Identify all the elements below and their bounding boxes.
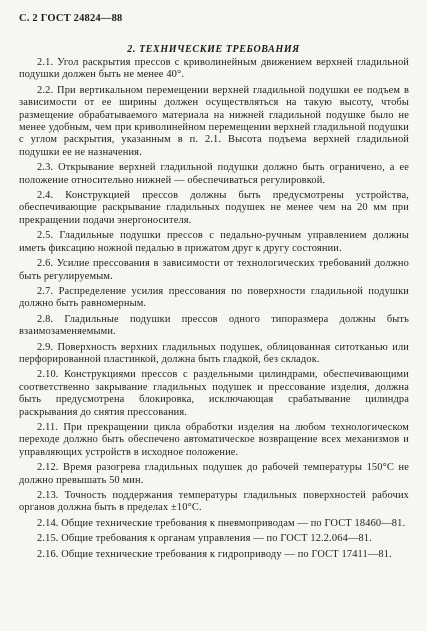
clause-2-12: 2.12. Время разогрева гладильных подушек до рабочей температуры 150°С не должно превышать 50 мин. xyxy=(19,462,409,486)
clause-2-7: 2.7. Распределение усилия прессования по поверхности гладильной подушки должно быть равномерным. xyxy=(19,285,409,310)
document-body xyxy=(19,57,409,564)
clause-2-16: 2.16. Общие технические требования к гидроприводу — по ГОСТ 17411—81. xyxy=(37,548,392,560)
clause-2-10: 2.10. Конструкциями прессов с раздельными цилиндрами, обеспечивающими соответственно закрывание гладильных подушек и прессование изделия, должна быть предусмотрена блокировка, исключающая срабатывание цилиндра раскрывания до снятия прессования. xyxy=(19,369,409,418)
clause-2-15: 2.15. Общие требования к органам управления — по ГОСТ 12.2.064—81. xyxy=(37,533,372,545)
page-header: С. 2 ГОСТ 24824—88 xyxy=(19,13,123,24)
clause-2-14: 2.14. Общие технические требования к пневмоприводам — по ГОСТ 18460—81. xyxy=(37,517,406,529)
clause-2-1: 2.1. Угол раскрытия прессов с криволинейным движением верхней гладильной подушки должен быть не менее 40°. xyxy=(19,57,409,81)
clause-2-2: 2.2. При вертикальном перемещении верхней гладильной подушки ее подъем в зависимости от ее ширины должен осуществляться на такую высоту, чтобы размещение обрабатываемого материала на нижней гладильной подушке было не менее удобным, чем при криволинейном перемещении верхней гладильной подушки с углом раскрытия, указанным в п. 2.1. Высота подъема верхней гладильной подушки ее не назначения. xyxy=(19,84,409,158)
clause-2-3: 2.3. Открывание верхней гладильной подушки должно быть ограничено, а ее положение относительно нижней — обеспечиваться регулировкой. xyxy=(19,162,409,186)
clause-2-5: 2.5. Гладильные подушки прессов с педально-ручным управлением должны иметь фиксацию ножной педалью в прижатом друг к другу состоянии. xyxy=(19,230,409,254)
clause-2-6: 2.6. Усилие прессования в зависимости от технологических требований должно быть регулируемым. xyxy=(19,258,409,282)
clause-2-11: 2.11. При прекращении цикла обработки изделия на любом технологическом переходе должно быть обеспечено автоматическое возвращение всех механизмов и управляющих устройств в исходное положение. xyxy=(19,421,409,458)
clause-2-13: 2.13. Точность поддержания температуры гладильных поверхностей рабочих органов должна быть в пределах ±10°С. xyxy=(19,490,409,514)
clause-2-9: 2.9. Поверхность верхних гладильных подушек, облицованная ситотканью или перфорированной пластинкой, должна быть гладкой, без складок. xyxy=(19,341,409,365)
clause-2-4: 2.4. Конструкцией прессов должны быть предусмотрены устройства, обеспечивающие раскрывание гладильных подушек не менее чем на 20 мм при прекращении подачи энергоносителя. xyxy=(19,190,409,226)
clause-2-8: 2.8. Гладильные подушки прессов одного типоразмера должны быть взаимозаменяемыми. xyxy=(19,313,409,338)
section-title: 2. ТЕХНИЧЕСКИЕ ТРЕБОВАНИЯ xyxy=(127,44,300,55)
